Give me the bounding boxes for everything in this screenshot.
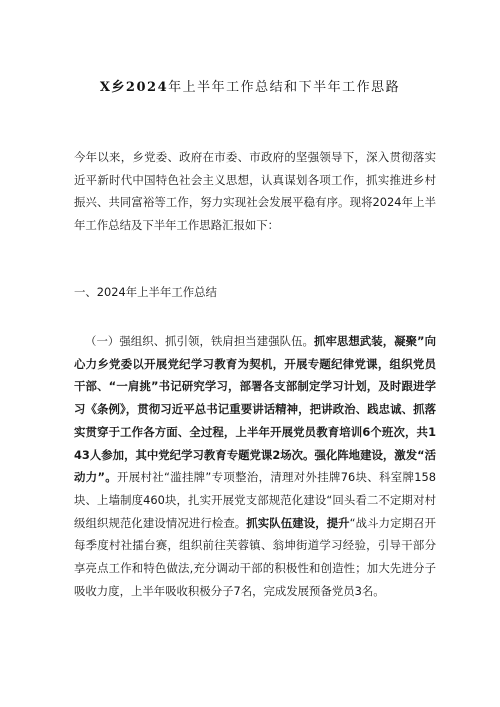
document-title bbox=[0, 76, 500, 95]
paragraph-bold-3: 抓实队伍建设，提升 bbox=[246, 515, 350, 530]
document-title-rest: 年上半年工作总结和下半年工作思路 bbox=[168, 80, 401, 95]
intro-paragraph: 今年以来，乡党委、政府在市委、市政府的坚强领导下，深入贯彻落实近平新时代中国特色社会主义思想，认真谋划各项工作，抓实推进乡村振兴、共同富裕等工作，努力实现社会发展平稳有序。现将2024年上半年工作总结及下半年工作思路汇报如下： bbox=[74, 150, 436, 233]
section-heading: 一、2024年上半年工作总结 bbox=[74, 285, 217, 299]
paragraph-part-2: 开展村社“滥挂牌”专项整治，清理对外挂牌76块、科室牌158块、上墙制度460块，扎实开展党支部规范化建设“回头看二不定期对村级组织规范化建设情况进行检查。 bbox=[74, 470, 436, 530]
paragraph-lead: （一）强组织、抓引领，铁肩担当建强队伍。 bbox=[85, 334, 314, 348]
paragraph-part-1: 抓牢思想武装，凝聚”向心力乡党委以开展党纪学习教育为契机，开展专题纪律党课，组织党员干部、“一肩挑”书记研究学习，部署各支部制定学习计划，及时跟进学习《条例》，贯彻习近平总书记重要讲话精神，把讲政治、践忠诚、抓落实贯穿于工作各方面、全过程，上半年开展党员教育培训6个班次，共143人参加，其中党纪学习教育专题党课2场次。 bbox=[74, 334, 436, 462]
document-title-lead: X乡2024 bbox=[99, 80, 169, 95]
paragraph-part-3: “战斗力定期召开每季度村社擂台赛，组织前往芙蓉镇、翁坤街道学习经验，引导干部分享亮点工作和特色做法,充分调动干部的积极性和创造性；加大先进分子吸收力度，上半年吸收积极分子7名，完成发展预备党员3名。 bbox=[74, 515, 436, 598]
section-paragraph bbox=[74, 330, 436, 602]
paragraph-bold-2: 强化阵地建设，激发“活动力”。 bbox=[74, 447, 436, 485]
